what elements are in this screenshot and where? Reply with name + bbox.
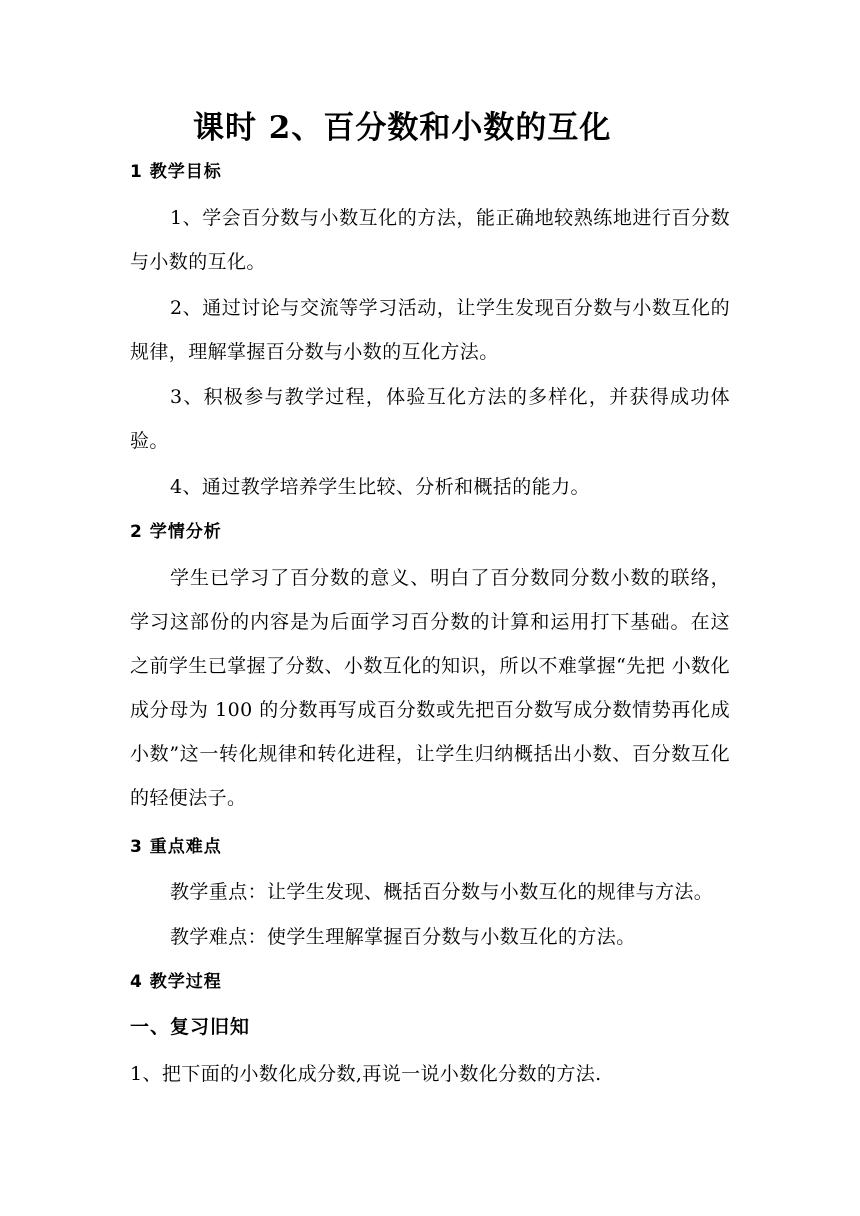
document-title: 课时 2、百分数和小数的互化 xyxy=(193,110,612,146)
key-point-focus: 教学重点：让学生发现、概括百分数与小数互化的规律与方法。 xyxy=(170,881,714,903)
objective-item-1: 1、学会百分数与小数互化的方法，能正确地较熟练地进行百分数与小数的互化。 xyxy=(130,207,730,273)
analysis-paragraph: 学生已学习了百分数的意义、明白了百分数同分数小数的联络，学习这部份的内容是为后面学习百分数的计算和运用打下基础。在这之前学生已掌握了分数、小数互化的知识，所以不难掌握“先把 小数化成分母为 100 的分数再写成百分数或先把百分数写成分数情势再化成小数”这一转化规律和转化进程，让学生归纳概括出小数、百分数互化的轻便法子。 xyxy=(130,567,730,809)
section-heading-objectives: 1 教学目标 xyxy=(130,162,222,182)
key-point-difficulty: 教学难点：使学生理解掌握百分数与小数互化的方法。 xyxy=(170,926,636,948)
process-item-1: 1、把下面的小数化成分数,再说一说小数化分数的方法. xyxy=(130,1063,602,1085)
section-heading-analysis: 2 学情分析 xyxy=(130,522,222,542)
objective-item-2: 2、通过讨论与交流等学习活动，让学生发现百分数与小数互化的规律，理解掌握百分数与小数的互化方法。 xyxy=(130,297,730,363)
section-heading-key-points: 3 重点难点 xyxy=(130,837,222,857)
process-subheading-review: 一、复习旧知 xyxy=(130,1016,251,1038)
objective-item-3: 3、积极参与教学过程，体验互化方法的多样化，并获得成功体验。 xyxy=(130,386,730,452)
section-heading-process: 4 教学过程 xyxy=(130,972,222,992)
objective-item-4: 4、通过教学培养学生比较、分析和概括的能力。 xyxy=(170,476,590,498)
